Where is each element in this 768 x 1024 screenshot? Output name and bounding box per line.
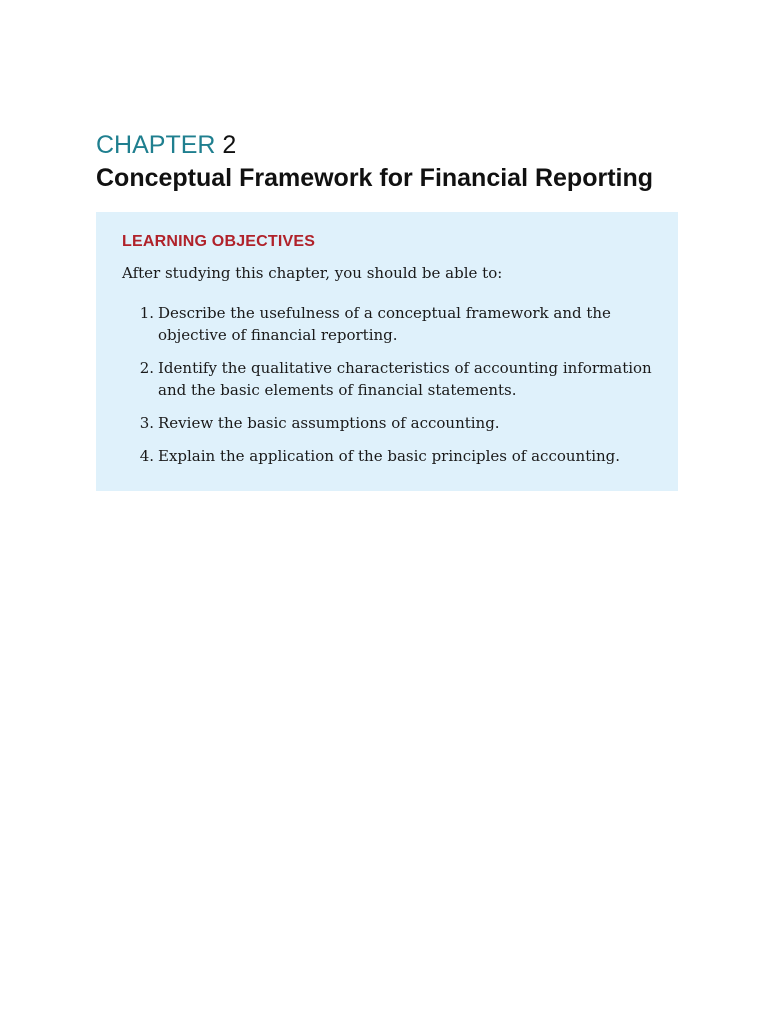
learning-objectives-intro: After studying this chapter, you should be able to: [122, 264, 503, 282]
chapter-title: Conceptual Framework for Financial Reporting [96, 164, 654, 192]
objective-number: 3. [139, 414, 154, 432]
objective-text: Describe the usefulness of a conceptual framework and the objective of financial reporting. [158, 304, 611, 344]
objective-item [122, 357, 652, 401]
objective-item [122, 445, 652, 467]
objective-number: 2. [139, 359, 154, 377]
objective-number: 4. [139, 447, 154, 465]
chapter-label: CHAPTER [96, 131, 216, 159]
objective-item [122, 302, 652, 346]
objective-text: Identify the qualitative characteristics of accounting information and the basic elements of financial statements. [158, 359, 652, 399]
chapter-label-line [96, 130, 696, 160]
learning-objectives-list [122, 302, 652, 467]
objective-number: 1. [139, 304, 154, 322]
objective-text: Explain the application of the basic principles of accounting. [158, 447, 621, 465]
chapter-heading [96, 130, 696, 195]
objective-text: Review the basic assumptions of accounting. [158, 414, 500, 432]
chapter-number: 2 [222, 131, 237, 159]
learning-objectives-heading: LEARNING OBJECTIVES [122, 233, 316, 250]
objective-item [122, 412, 652, 434]
learning-objectives-box [96, 212, 678, 491]
